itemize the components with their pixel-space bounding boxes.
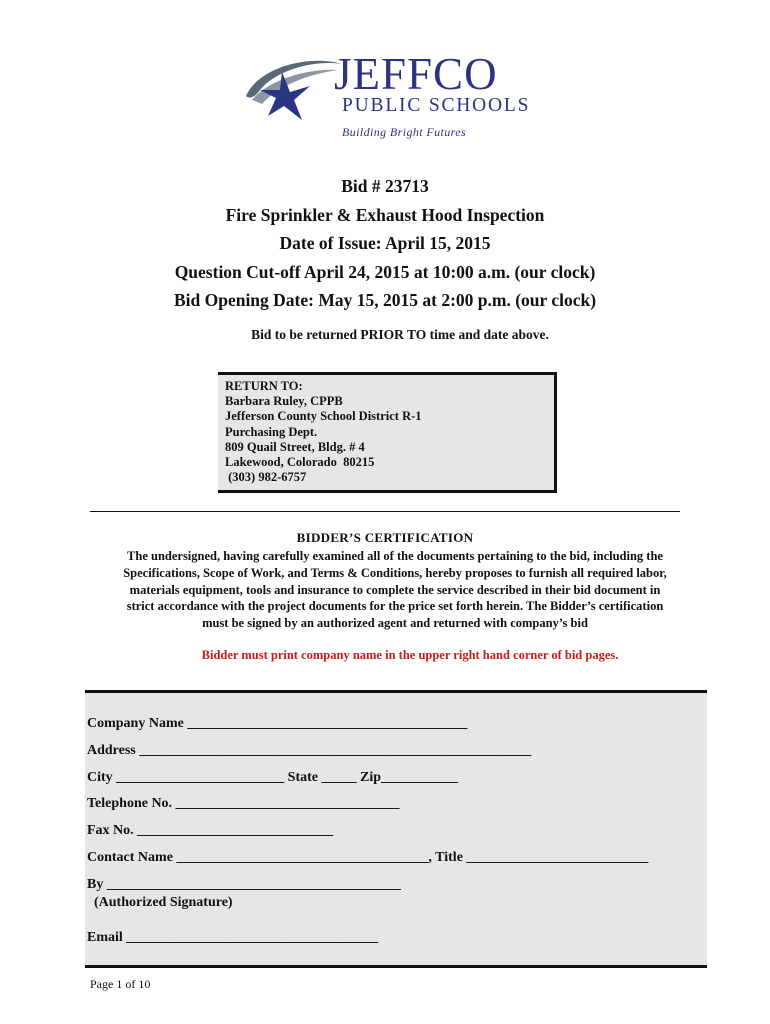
district-name: Jefferson County School District R-1 (225, 409, 422, 424)
address-field[interactable]: Address ________________________________________________________ (87, 743, 532, 758)
fax-field[interactable]: Fax No. ____________________________ (87, 823, 334, 838)
certification-line: Specifications, Scope of Work, and Terms & Conditions, hereby proposes to furnish all required labor, (123, 565, 667, 580)
signature-label: (Authorized Signature) (87, 895, 233, 910)
swoosh-star-icon (238, 50, 348, 130)
telephone-field[interactable]: Telephone No. ________________________________ (87, 796, 400, 811)
question-cutoff: Question Cut-off April 24, 2015 at 10:00 a.m. (our clock) (174, 261, 596, 282)
logo-subtitle: PUBLIC SCHOOLS (342, 95, 531, 116)
city-state-zip-field[interactable]: City ________________________ State _____ Zip___________ (87, 770, 458, 785)
signature-field[interactable]: By __________________________________________ (87, 877, 401, 892)
return-label: RETURN TO: (225, 379, 303, 393)
jeffco-logo (238, 50, 558, 142)
contact-title-field[interactable]: Contact Name ____________________________________, Title __________________________ (87, 850, 649, 865)
certification-line: materials equipment, tools and insurance to complete the service described in their bid document in (129, 582, 661, 597)
certification-title: BIDDER’S CERTIFICATION (296, 530, 474, 545)
street-address: 809 Quail Street, Bldg. # 4 (225, 439, 365, 454)
department: Purchasing Dept. (225, 424, 318, 439)
opening-date: Bid Opening Date: May 15, 2015 at 2:00 p.m. (our clock) (173, 290, 597, 310)
bid-headings (0, 172, 770, 315)
issue-date: Date of Issue: April 15, 2015 (279, 233, 491, 253)
city-state-zip: Lakewood, Colorado 80215 (225, 455, 375, 470)
logo-tagline: Building Bright Futures (342, 125, 467, 139)
company-name-notice: Bidder must print company name in the upper right hand corner of bid pages. (201, 648, 619, 662)
certification-line: strict accordance with the project documents for the price set forth herein. The Bidder’s certification (126, 599, 664, 614)
certification-line: The undersigned, having carefully examined all of the documents pertaining to the bid, including the (127, 549, 663, 563)
logo-wordmark: JEFFCO (334, 49, 498, 99)
certification-body (80, 548, 710, 632)
project-title: Fire Sprinkler & Exhaust Hood Inspection (225, 204, 545, 225)
company-name-field[interactable]: Company Name ________________________________________ (87, 716, 468, 731)
bid-number: Bid # 23713 (341, 176, 429, 196)
phone-number: (303) 982-6757 (225, 470, 307, 485)
contact-name: Barbara Ruley, CPPB (225, 394, 343, 409)
certification-line: must be signed by an authorized agent and returned with company’s bid (202, 616, 588, 631)
divider (90, 511, 680, 512)
return-to-box (218, 372, 557, 493)
page-number: Page 1 of 10 (90, 977, 151, 991)
email-field[interactable]: Email ____________________________________ (87, 930, 379, 945)
return-note: Bid to be returned PRIOR TO time and date above. (251, 327, 549, 342)
